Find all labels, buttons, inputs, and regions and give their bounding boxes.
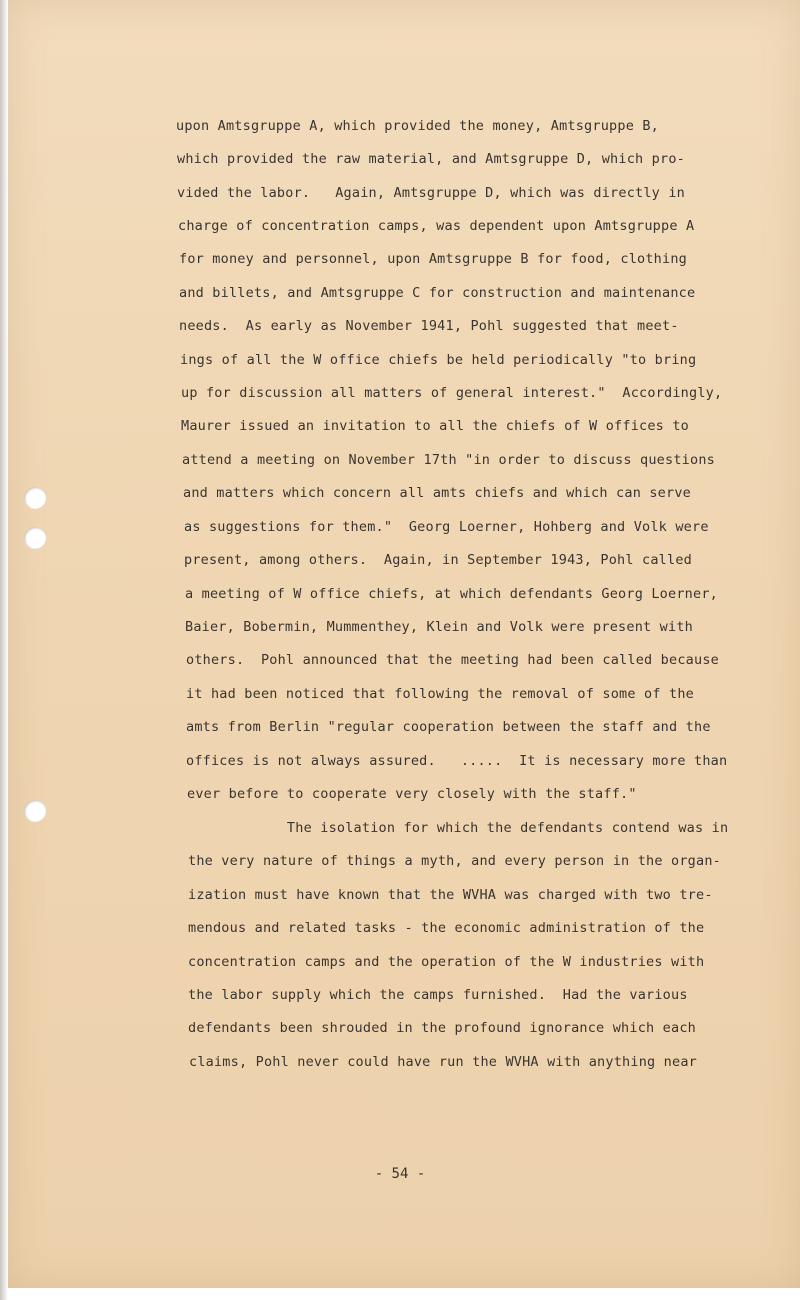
- text-line: and billets, and Amtsgruppe C for construction and maintenance: [179, 285, 696, 301]
- text-line: and matters which concern all amts chiefs and which can serve: [183, 485, 691, 501]
- scan-left-edge: [0, 0, 8, 1300]
- text-line: a meeting of W office chiefs, at which defendants Georg Loerner,: [185, 586, 718, 602]
- scan-bottom-edge: [8, 1288, 800, 1300]
- text-line: upon Amtsgruppe A, which provided the money, Amtsgruppe B,: [176, 118, 660, 134]
- text-line: the very nature of things a myth, and every person in the organ-: [188, 853, 721, 869]
- text-line: mendous and related tasks - the economic administration of the: [188, 920, 705, 936]
- text-line: ever before to cooperate very closely with the staff.": [187, 786, 637, 802]
- text-line: vided the labor. Again, Amtsgruppe D, which was directly in: [177, 185, 685, 201]
- text-line: Maurer issued an invitation to all the chiefs of W offices to: [181, 418, 689, 434]
- text-line: up for discussion all matters of general interest." Accordingly,: [181, 385, 723, 401]
- text-line: ings of all the W office chiefs be held periodically "to bring: [180, 352, 697, 368]
- text-line: charge of concentration camps, was dependent upon Amtsgruppe A: [178, 218, 695, 234]
- text-line: defendants been shrouded in the profound ignorance which each: [188, 1020, 696, 1036]
- page-number: - 54 -: [374, 1166, 426, 1182]
- text-line: as suggestions for them." Georg Loerner, Hohberg and Volk were: [184, 519, 709, 535]
- punch-hole-bottom: [24, 800, 46, 822]
- text-line: for money and personnel, upon Amtsgruppe B for food, clothing: [179, 251, 687, 267]
- text-line: others. Pohl announced that the meeting had been called because: [186, 652, 719, 668]
- text-line: present, among others. Again, in September 1943, Pohl called: [184, 552, 692, 568]
- punch-hole-top: [24, 487, 46, 509]
- text-line: claims, Pohl never could have run the WVHA with anything near: [189, 1054, 697, 1070]
- text-line: concentration camps and the operation of the W industries with: [188, 954, 705, 970]
- text-line: attend a meeting on November 17th "in order to discuss questions: [182, 452, 715, 468]
- text-line: needs. As early as November 1941, Pohl suggested that meet-: [179, 318, 679, 334]
- text-line: which provided the raw material, and Amtsgruppe D, which pro-: [177, 151, 685, 167]
- text-line: Baier, Bobermin, Mummenthey, Klein and Volk were present with: [185, 619, 693, 635]
- text-line: it had been noticed that following the removal of some of the: [186, 686, 694, 702]
- text-line: amts from Berlin "regular cooperation between the staff and the: [186, 719, 711, 735]
- text-line: ization must have known that the WVHA was charged with two tre-: [188, 887, 713, 903]
- punch-hole-middle: [24, 527, 46, 549]
- text-line: The isolation for which the defendants contend was in: [187, 820, 729, 836]
- text-line: the labor supply which the camps furnished. Had the various: [188, 987, 688, 1003]
- text-line: offices is not always assured. ..... It is necessary more than: [186, 753, 728, 769]
